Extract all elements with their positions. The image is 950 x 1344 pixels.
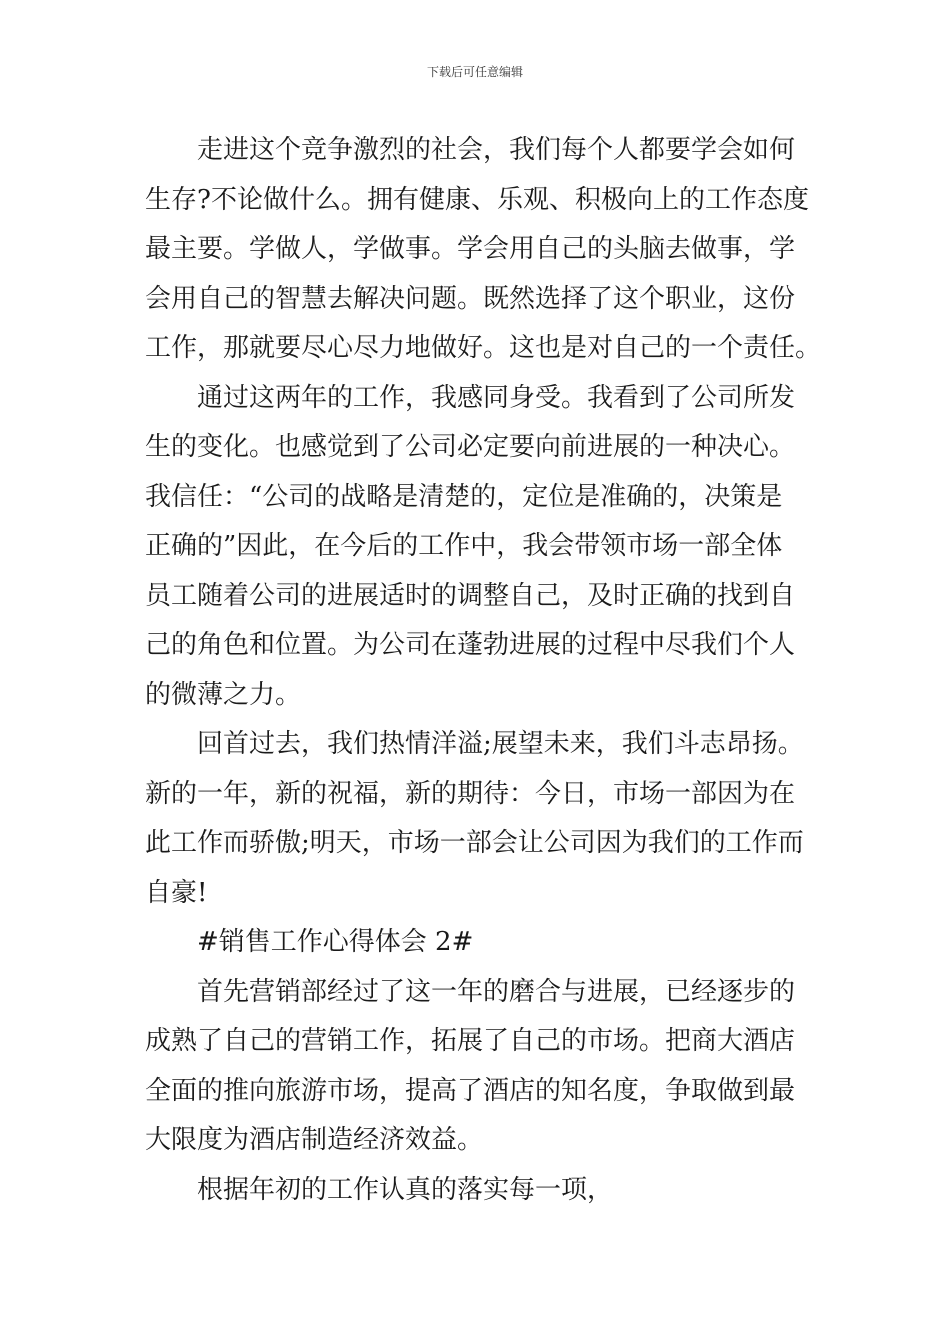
text-line: 走进这个竞争激烈的社会，我们每个人都要学会如何: [197, 135, 796, 165]
text-line: 会用自己的智慧去解决问题。既然选择了这个职业，这份: [145, 283, 796, 314]
text-line: 员工随着公司的进展适时的调整自己，及时正确的找到自: [145, 580, 796, 611]
paragraph: [145, 374, 805, 721]
text-line: 此工作而骄傲;明天，市场一部会让公司因为我们的工作而: [145, 828, 804, 858]
text-line: #销售工作心得体会 2#: [197, 927, 474, 957]
text-line: 生存?不论做什么。拥有健康、乐观、积极向上的工作态度: [145, 184, 809, 215]
paragraph: [145, 1166, 805, 1216]
text-line: 我信任：“公司的战略是清楚的，定位是准确的，决策是: [145, 481, 783, 512]
paragraph: [145, 720, 805, 918]
text-line: 的微薄之力。: [145, 679, 302, 710]
page-header-watermark: 下载后可任意编辑: [426, 65, 523, 79]
document-body: [145, 126, 822, 1215]
text-line: 己的角色和位置。为公司在蓬勃进展的过程中尽我们个人: [145, 630, 796, 660]
text-line: 生的变化。也感觉到了公司必定要向前进展的一种决心。: [145, 432, 796, 462]
text-line: 工作，那就要尽心尽力地做好。这也是对自己的一个责任。: [145, 333, 822, 363]
text-line: 新的一年，新的祝福，新的期待：今日，市场一部因为在: [145, 778, 796, 809]
text-line: 成熟了自己的营销工作，拓展了自己的市场。把商大酒店: [145, 1026, 796, 1056]
text-line: 根据年初的工作认真的落实每一项，: [197, 1174, 614, 1205]
text-line: 首先营销部经过了这一年的磨合与进展，已经逐步的: [197, 976, 796, 1007]
section-heading: [145, 918, 805, 968]
text-line: 正确的”因此，在今后的工作中，我会带领市场一部全体: [145, 531, 783, 561]
text-line: 最主要。学做人，学做事。学会用自己的头脑去做事，学: [145, 234, 796, 264]
text-line: 大限度为酒店制造经济效益。: [145, 1125, 484, 1155]
paragraph: [145, 126, 822, 374]
text-line: 全面的推向旅游市场，提高了酒店的知名度，争取做到最: [145, 1075, 796, 1106]
text-line: 回首过去，我们热情洋溢;展望未来，我们斗志昂扬。: [197, 729, 804, 759]
paragraph: [145, 968, 805, 1166]
text-line: 自豪!: [145, 877, 208, 908]
text-line: 通过这两年的工作，我感同身受。我看到了公司所发: [197, 382, 796, 413]
